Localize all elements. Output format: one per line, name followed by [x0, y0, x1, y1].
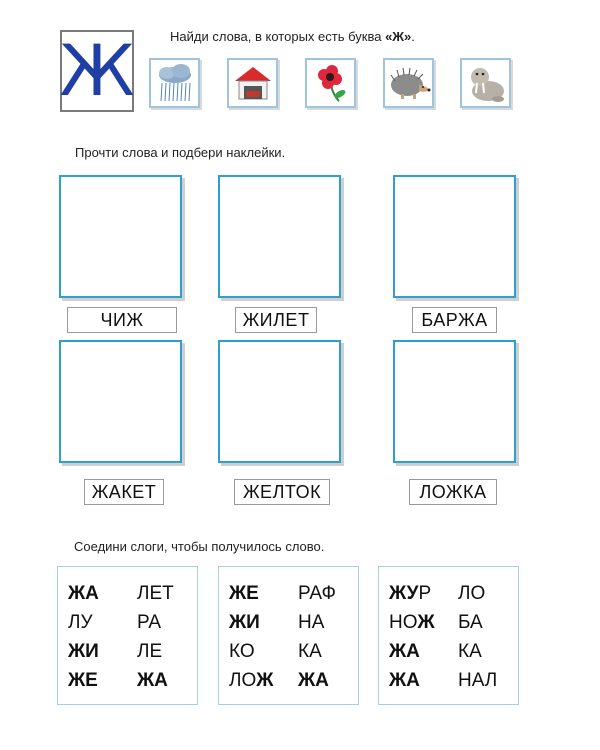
syllable-box	[57, 566, 198, 705]
syllable[interactable]: БА	[458, 612, 483, 633]
word-label: ЧИЖ	[67, 307, 177, 333]
syllable[interactable]: ЛЕТ	[137, 583, 174, 604]
sticker-slot[interactable]	[218, 175, 341, 298]
syllable-box	[378, 566, 519, 705]
garage-icon	[231, 61, 275, 105]
word-label: ЖЕЛТОК	[234, 479, 330, 505]
task1-instruction-suffix: .	[411, 29, 415, 44]
syllable[interactable]: ЖА	[389, 641, 420, 662]
syllable[interactable]: ЖА	[389, 670, 420, 691]
sticker-slot[interactable]	[218, 340, 341, 463]
picture-hedgehog[interactable]	[383, 58, 434, 108]
task1-instruction-letter: «Ж»	[385, 29, 412, 44]
syllable[interactable]: КА	[298, 641, 322, 662]
sticker-slot[interactable]	[393, 340, 516, 463]
sticker-slot[interactable]	[59, 175, 182, 298]
syllable[interactable]: НАЛ	[458, 670, 498, 691]
task2-instruction: Прочти слова и подбери наклейки.	[75, 145, 286, 160]
rain-cloud-icon	[153, 61, 197, 105]
syllable[interactable]: РА	[137, 612, 162, 633]
picture-flower[interactable]	[305, 58, 356, 108]
syllable[interactable]: ЛО	[458, 583, 486, 604]
task1-instruction-prefix: Найди слова, в которых есть буква	[170, 29, 386, 44]
syllable[interactable]: ЖИ	[229, 612, 260, 633]
word-label: ЖАКЕТ	[84, 479, 164, 505]
task1-instruction	[170, 29, 415, 44]
syllable[interactable]: ЛУ	[68, 612, 93, 633]
sticker-slot[interactable]	[59, 340, 182, 463]
syllable[interactable]: КА	[458, 641, 482, 662]
word-label: ЛОЖКА	[409, 479, 497, 505]
syllable[interactable]: ЖА	[137, 670, 168, 691]
big-letter: Ж	[59, 30, 135, 112]
sticker-slot[interactable]	[393, 175, 516, 298]
hedgehog-icon	[387, 61, 431, 105]
syllable[interactable]: ЛЕ	[137, 641, 163, 662]
task3-instruction: Соедини слоги, чтобы получилось слово.	[74, 539, 325, 554]
picture-walrus[interactable]	[460, 58, 511, 108]
syllable[interactable]: ЖИ	[68, 641, 99, 662]
walrus-icon	[464, 61, 508, 105]
picture-garage[interactable]	[227, 58, 278, 108]
flower-icon	[309, 61, 353, 105]
syllable[interactable]: ЖЕ	[68, 670, 98, 691]
syllable[interactable]: ЖЕ	[229, 583, 259, 604]
syllable[interactable]: НОЖ	[389, 612, 435, 633]
syllable[interactable]: КО	[229, 641, 255, 662]
syllable[interactable]: РАФ	[298, 583, 336, 604]
picture-cloud[interactable]	[149, 58, 200, 108]
syllable[interactable]: ЖА	[298, 670, 329, 691]
word-label: ЖИЛЕТ	[235, 307, 317, 333]
syllable-box	[218, 566, 359, 705]
word-label: БАРЖА	[412, 307, 497, 333]
syllable[interactable]: ЛОЖ	[229, 670, 274, 691]
syllable[interactable]: НА	[298, 612, 325, 633]
syllable[interactable]: ЖУР	[389, 583, 432, 604]
syllable[interactable]: ЖА	[68, 583, 99, 604]
